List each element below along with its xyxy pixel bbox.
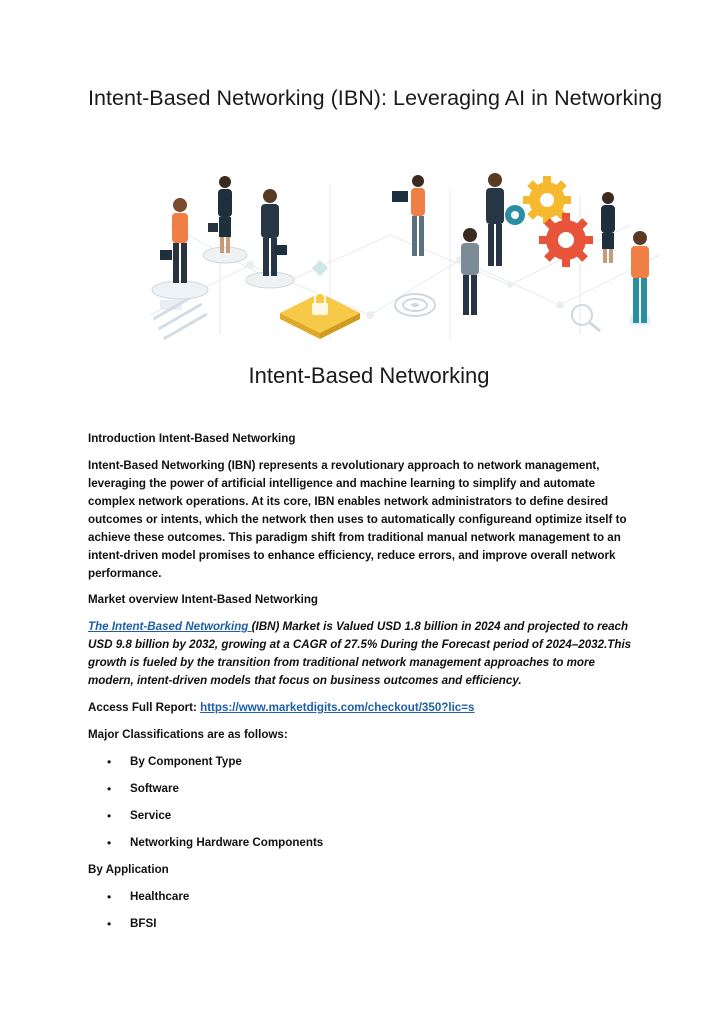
- market-report-link[interactable]: The Intent-Based Networking: [88, 620, 252, 633]
- list-item-label: Software: [130, 782, 179, 795]
- bullet-icon: •: [107, 890, 112, 904]
- section-subtitle: Intent-Based Networking: [248, 363, 490, 388]
- market-body-text: (IBN) Market is Valued USD 1.8 billion in 2024 and projected to reach USD 9.8 billion by 2032, growing at a CAGR of 27.5% During the Forecast period of 2024–2032.This growth is fueled by the transition from traditional network management approaches to more modern, intent-driven models that focus on business outcomes and efficiency.: [88, 620, 632, 687]
- access-report-label: Access Full Report:: [88, 701, 201, 714]
- application-heading: By Application: [88, 863, 169, 876]
- bullet-icon: •: [107, 917, 112, 931]
- application-list: [88, 888, 638, 933]
- market-paragraph: [88, 618, 638, 690]
- list-item: [88, 888, 638, 906]
- list-item: [88, 807, 638, 825]
- bullet-icon: •: [107, 809, 112, 823]
- list-item-label: Healthcare: [130, 890, 190, 903]
- market-heading: Market overview Intent-Based Networking: [88, 593, 319, 606]
- intro-heading: Introduction Intent-Based Networking: [88, 432, 296, 445]
- bullet-icon: •: [107, 755, 112, 769]
- list-item: [88, 780, 638, 798]
- networking-illustration-graphic: [130, 165, 678, 350]
- hero-illustration: [130, 165, 678, 350]
- list-item: [88, 834, 638, 852]
- list-item-label: Networking Hardware Components: [130, 836, 324, 849]
- bullet-icon: •: [107, 836, 112, 850]
- classifications-heading: Major Classifications are as follows:: [88, 728, 288, 741]
- bullet-icon: •: [107, 782, 112, 796]
- list-item-label: BFSI: [130, 917, 157, 930]
- intro-paragraph: Intent-Based Networking (IBN) represents a revolutionary approach to network management, leveraging the power of artificial intelligence and machine learning to simplify and automate complex network operations. At its core, IBN enables network administrators to define desired outcomes or intents, which the network then uses to automatically configureand optimize itself to achieve these outcomes. This paradigm shift from traditional manual network management to an intent-driven model promises to enhance efficiency, reduce errors, and improve overall network performance.: [88, 459, 627, 580]
- list-item: [88, 753, 638, 771]
- access-report-line: [88, 699, 638, 717]
- list-item-label: By Component Type: [130, 755, 242, 768]
- list-item: [88, 915, 638, 933]
- component-list: [88, 753, 638, 852]
- list-item-label: Service: [130, 809, 172, 822]
- access-report-link[interactable]: https://www.marketdigits.com/checkout/350?lic=s: [200, 701, 475, 714]
- page-title: Intent-Based Networking (IBN): Leveraging AI in Networking: [88, 86, 663, 110]
- document-body: [88, 430, 638, 942]
